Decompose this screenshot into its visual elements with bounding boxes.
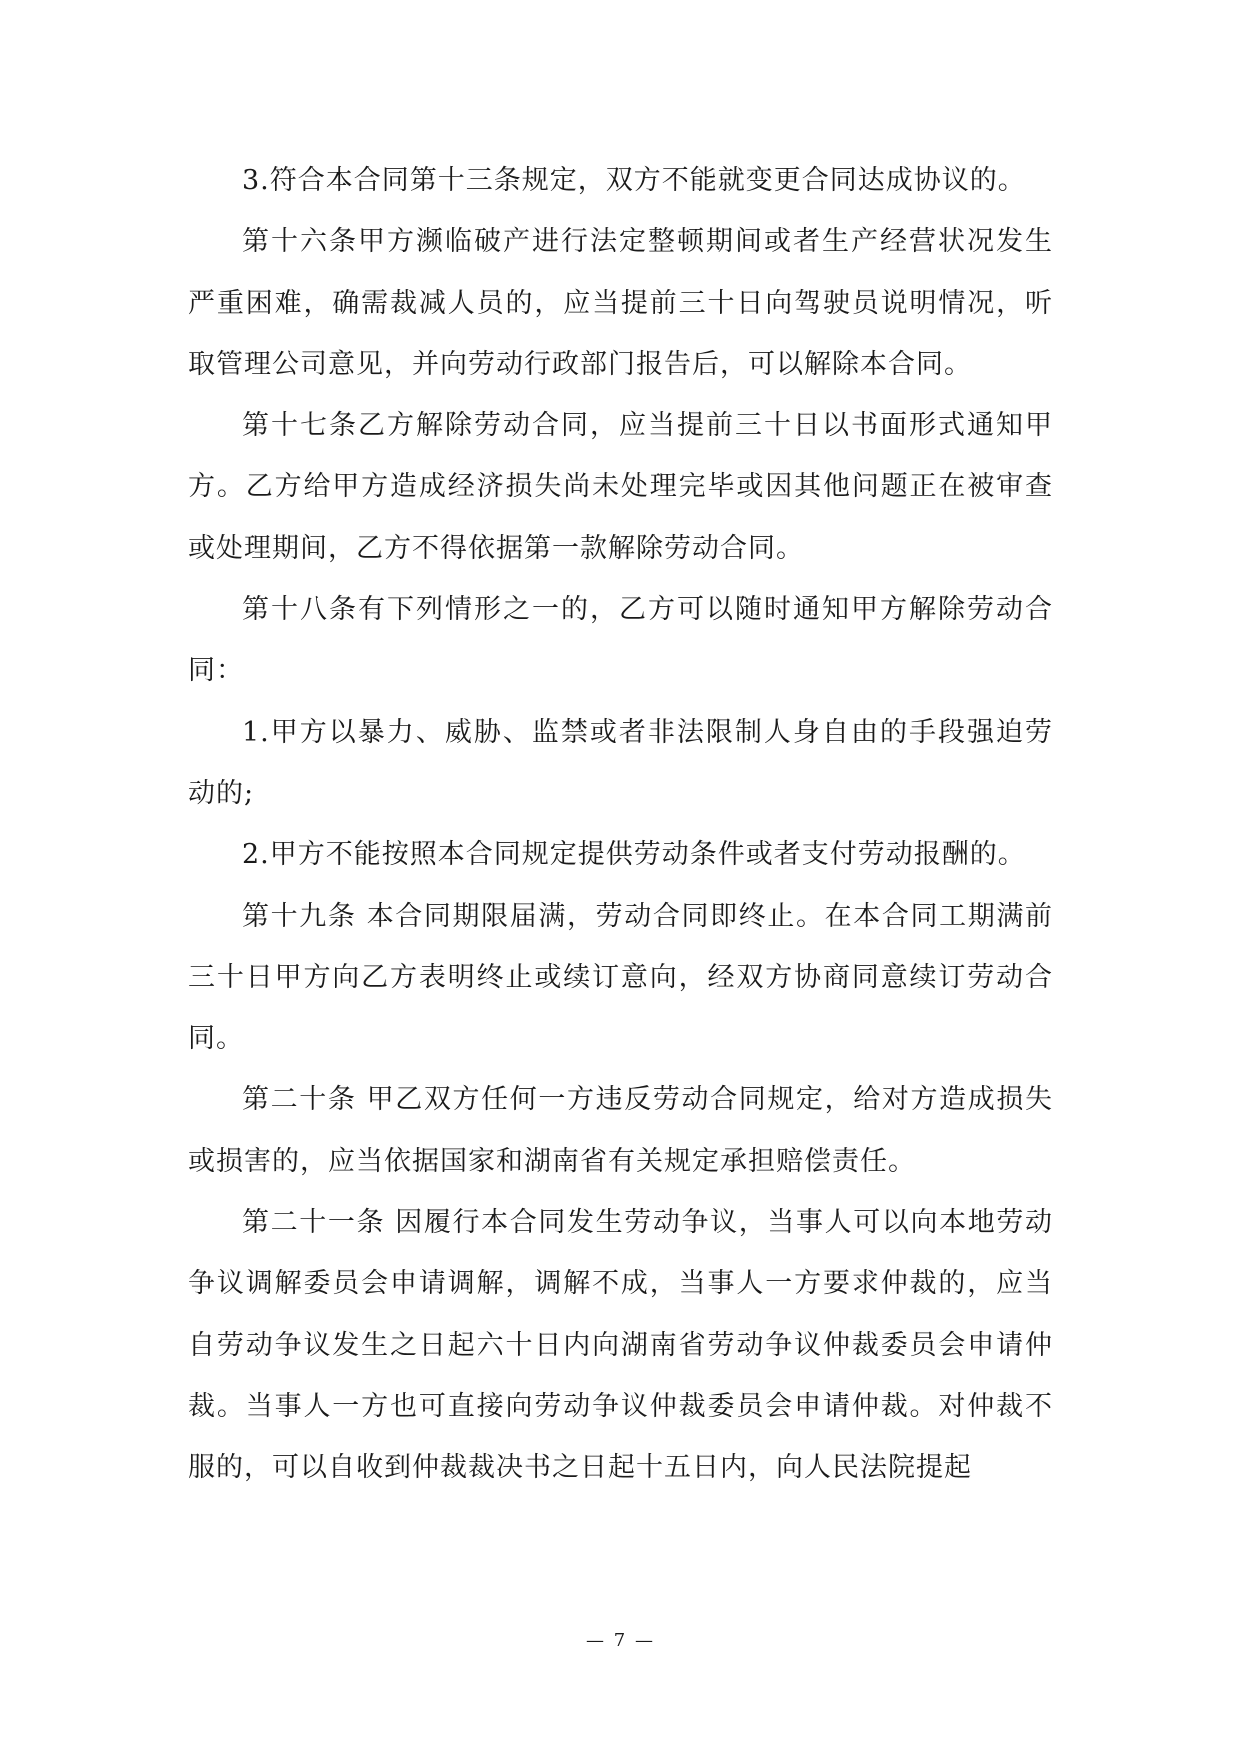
paragraph-clause-20: 第二十条 甲乙双方任何一方违反劳动合同规定，给对方造成损失或损害的，应当依据国家和湖南省有关规定承担赔偿责任。 <box>188 1084 1053 1177</box>
paragraph-clause-15-item-3: 3.符合本合同第十三条规定，双方不能就变更合同达成协议的。 <box>242 165 1026 196</box>
paragraph-clause-18: 第十八条有下列情形之一的，乙方可以随时通知甲方解除劳动合同： <box>188 594 1053 687</box>
document-body <box>188 150 1053 1499</box>
paragraph-clause-17: 第十七条乙方解除劳动合同，应当提前三十日以书面形式通知甲方。乙方给甲方造成经济损失尚未处理完毕或因其他问题正在被审查或处理期间，乙方不得依据第一款解除劳动合同。 <box>188 410 1053 564</box>
paragraph-clause-19: 第十九条 本合同期限届满，劳动合同即终止。在本合同工期满前三十日甲方向乙方表明终止或续订意向，经双方协商同意续订劳动合同。 <box>188 900 1053 1055</box>
page-number: — 7 — <box>586 1630 655 1651</box>
paragraph-clause-18-item-2: 2.甲方不能按照本合同规定提供劳动条件或者支付劳动报酬的。 <box>242 839 1026 871</box>
paragraph-clause-16: 第十六条甲方濒临破产进行法定整顿期间或者生产经营状况发生严重困难，确需裁减人员的，应当提前三十日向驾驶员说明情况，听取管理公司意见，并向劳动行政部门报告后，可以解除本合同。 <box>188 226 1053 380</box>
paragraph-clause-21: 第二十一条 因履行本合同发生劳动争议，当事人可以向本地劳动争议调解委员会申请调解，调解不成，当事人一方要求仲裁的，应当自劳动争议发生之日起六十日内向湖南省劳动争议仲裁委员会申请仲裁。当事人一方也可直接向劳动争议仲裁委员会申请仲裁。对仲裁不服的，可以自收到仲裁裁决书之日起十五日内，向人民法院提起 <box>188 1207 1053 1484</box>
paragraph-clause-18-item-1: 1.甲方以暴力、威胁、监禁或者非法限制人身自由的手段强迫劳动的; <box>188 716 1053 809</box>
